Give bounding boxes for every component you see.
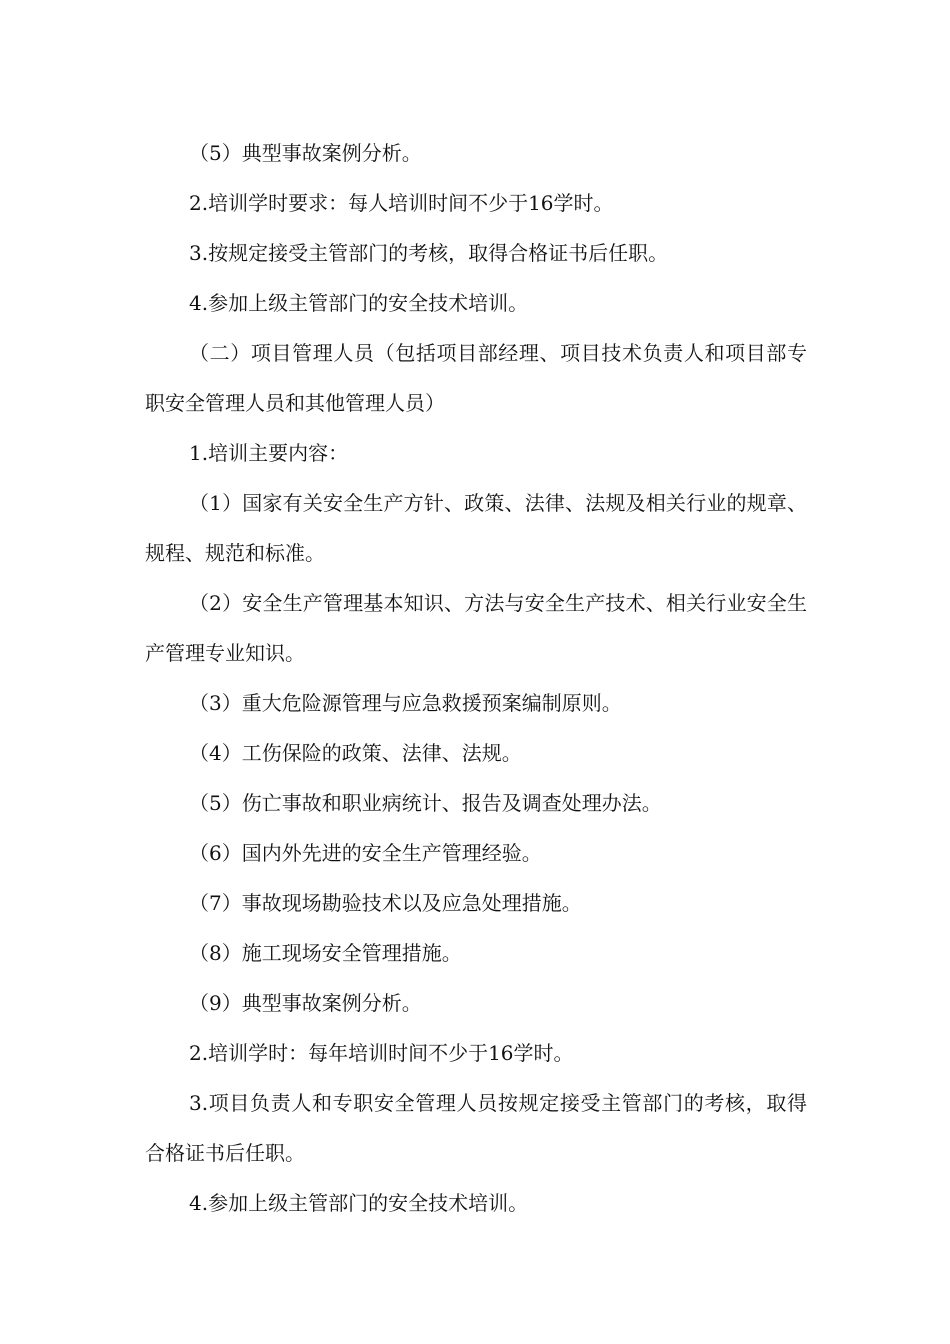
list-item: （5）伤亡事故和职业病统计、报告及调查处理办法。 xyxy=(189,791,662,815)
paragraph: 2.培训学时要求：每人培训时间不少于16学时。 xyxy=(189,191,614,215)
paragraph: 2.培训学时：每年培训时间不少于16学时。 xyxy=(189,1041,574,1065)
paragraph: 4.参加上级主管部门的安全技术培训。 xyxy=(189,1191,529,1215)
list-item: （8）施工现场安全管理措施。 xyxy=(189,941,462,965)
document-page xyxy=(145,128,807,1228)
list-item: （9）典型事故案例分析。 xyxy=(189,991,422,1015)
list-item: （1）国家有关安全生产方针、政策、法律、法规及相关行业的规章、规程、规范和标准。 xyxy=(145,491,807,565)
list-item: （2）安全生产管理基本知识、方法与安全生产技术、相关行业安全生产管理专业知识。 xyxy=(145,591,807,665)
paragraph: 1.培训主要内容： xyxy=(189,441,349,465)
list-item: （4）工伤保险的政策、法律、法规。 xyxy=(189,741,522,765)
paragraph: 3.按规定接受主管部门的考核，取得合格证书后任职。 xyxy=(189,241,669,265)
list-item: （3）重大危险源管理与应急救援预案编制原则。 xyxy=(189,691,622,715)
list-item: （6）国内外先进的安全生产管理经验。 xyxy=(189,841,542,865)
paragraph: 3.项目负责人和专职安全管理人员按规定接受主管部门的考核，取得合格证书后任职。 xyxy=(145,1091,807,1165)
paragraph: 4.参加上级主管部门的安全技术培训。 xyxy=(189,291,529,315)
paragraph: （5）典型事故案例分析。 xyxy=(189,141,422,165)
section-heading: （二）项目管理人员（包括项目部经理、项目技术负责人和项目部专职安全管理人员和其他管理人员） xyxy=(145,341,807,415)
list-item: （7）事故现场勘验技术以及应急处理措施。 xyxy=(189,891,582,915)
